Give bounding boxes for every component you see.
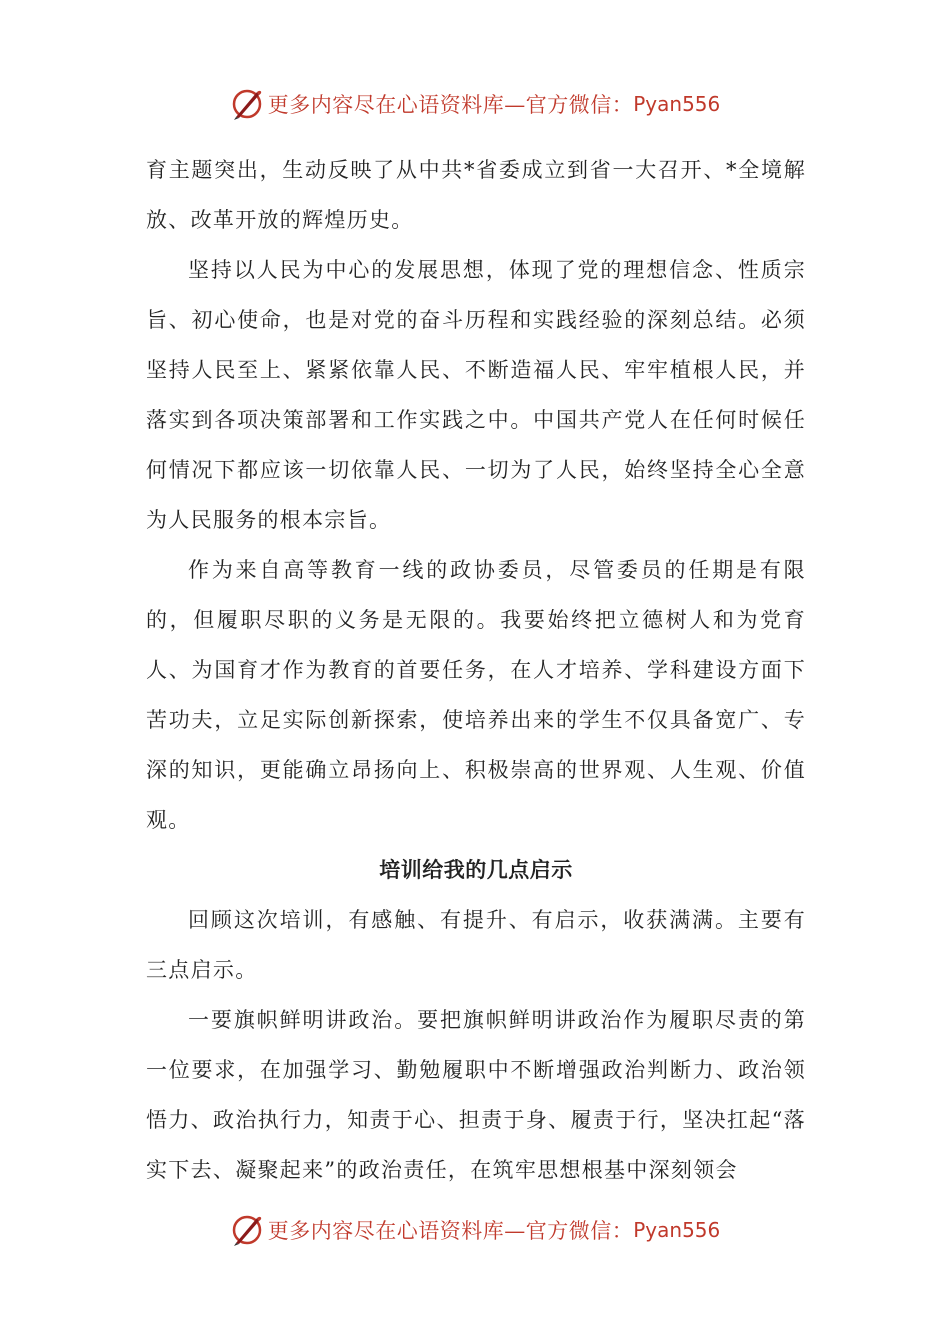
paragraph-4: 回顾这次培训，有感触、有提升、有启示，收获满满。主要有三点启示。 bbox=[146, 908, 806, 982]
paragraph-5: 一要旗帜鲜明讲政治。要把旗帜鲜明讲政治作为履职尽责的第一位要求，在加强学习、勤勉履职中不断增强政治判断力、政治领悟力、政治执行力，知责于心、担责于身、履责于行，坚决扛起“落实下去、凝聚起来”的政治责任，在筑牢思想根基中深刻领会 bbox=[146, 1008, 806, 1182]
quill-pen-logo-icon bbox=[230, 1213, 264, 1247]
footer-banner bbox=[0, 1210, 950, 1250]
wechat-id: Pyan556 bbox=[633, 92, 721, 116]
header-banner bbox=[0, 84, 950, 124]
paragraph-3: 作为来自高等教育一线的政协委员，尽管委员的任期是有限的，但履职尽职的义务是无限的。我要始终把立德树人和为党育人、为国育才作为教育的首要任务，在人才培养、学科建设方面下苦功夫，立足实际创新探索，使培养出来的学生不仅具备宽广、专深的知识，更能确立昂扬向上、积极崇高的世界观、人生观、价值观。 bbox=[146, 558, 806, 832]
wechat-id: Pyan556 bbox=[633, 1218, 721, 1242]
banner-text: 更多内容尽在心语资料库—官方微信： bbox=[267, 93, 634, 117]
document-body bbox=[146, 145, 806, 1195]
paragraph-2: 坚持以人民为中心的发展思想，体现了党的理想信念、性质宗旨、初心使命，也是对党的奋斗历程和实践经验的深刻总结。必须坚持人民至上、紧紧依靠人民、不断造福人民、牢牢植根人民，并落实到各项决策部署和工作实践之中。中国共产党人在任何时候任何情况下都应该一切依靠人民、一切为了人民，始终坚持全心全意为人民服务的根本宗旨。 bbox=[146, 258, 806, 532]
banner-text: 更多内容尽在心语资料库—官方微信： bbox=[267, 1219, 634, 1243]
quill-pen-logo-icon bbox=[230, 87, 264, 121]
paragraph-1: 育主题突出，生动反映了从中共*省委成立到省一大召开、*全境解放、改革开放的辉煌历史。 bbox=[146, 158, 806, 232]
section-heading: 培训给我的几点启示 bbox=[379, 857, 573, 882]
